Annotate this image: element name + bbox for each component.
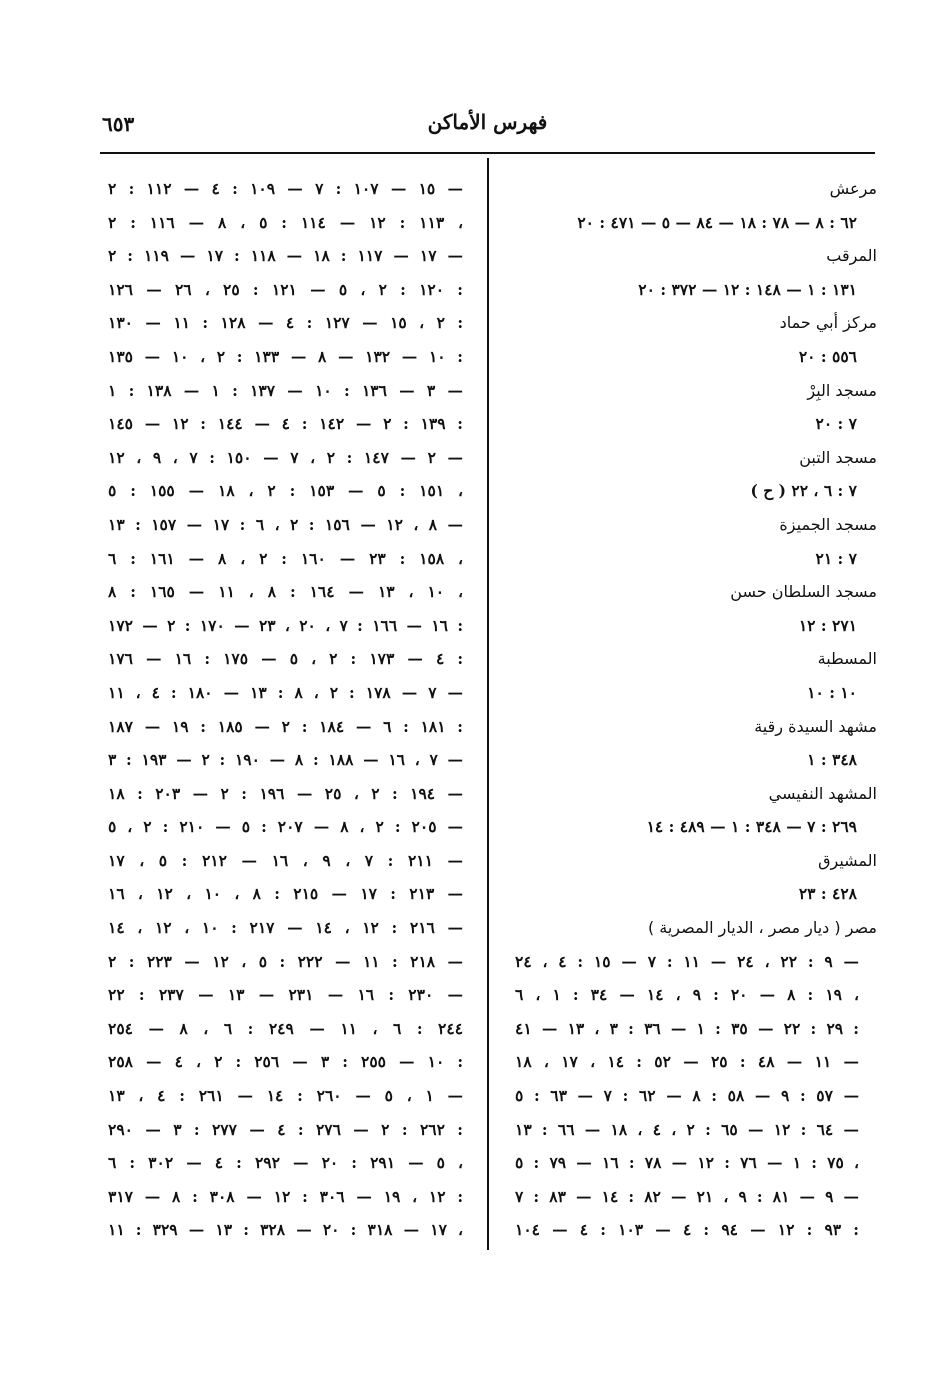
place-heading: مشهد السيدة رقية: [754, 716, 877, 736]
index-line: ١ ، ٥ — ٢٦٠ : ١٤ — ٢٦١ : ٤ ، ١٣ —: [108, 1086, 464, 1106]
index-line: ١١ — ٤٨ : ٢٥ — ٥٢ : ١٤ ، ١٧ ، ١٨ —: [515, 1052, 859, 1072]
index-line: ١٠ — ٢٥٥ : ٣ — ٢٥٦ : ٢ ، ٤ — ٢٥٨ :: [108, 1052, 464, 1072]
index-line: ١٣٩ : ٢ — ١٤٢ : ٤ — ١٤٤ : ١٢ — ١٤٥ :: [108, 414, 464, 434]
page-title: فهرس الأماكن: [427, 110, 548, 134]
index-line: ٥٧ : ٩ — ٥٨ : ٨ — ٦٢ : ٧ — ٦٣ : ٥ —: [515, 1086, 860, 1106]
index-line: ٩٣ : ١٢ — ٩٤ : ٤ — ١٠٣ : ٤ — ١٠٤ :: [515, 1220, 860, 1240]
index-line: ٩ : ٢٢ ، ٢٤ — ١١ : ٧ — ١٥ : ٤ ، ٢٤ —: [515, 951, 859, 971]
index-line: ٢١٣ : ١٧ — ٢١٥ : ٨ ، ١٠ ، ١٢ ، ١٦ —: [108, 884, 464, 904]
index-line: ٧ : ٦ ، ٢٢ ( ح ): [750, 481, 857, 501]
index-line: ٢ — ١٤٧ : ٢ ، ٧ — ١٥٠ : ٧ ، ٩ ، ١٢ —: [108, 447, 463, 467]
page-header: [100, 110, 875, 150]
place-heading: مرعش: [829, 179, 877, 198]
index-line: ٤ — ١٧٣ : ٢ ، ٥ — ١٧٥ : ١٦ — ١٧٦ :: [108, 649, 464, 669]
index-line: ٥ — ٢٩١ : ٢٠ — ٢٩٢ : ٤ — ٣٠٢ : ٦ ،: [108, 1153, 464, 1173]
index-line: ٢١٨ : ١١ — ٢٢٢ : ٥ ، ١٢ — ٢٢٣ : ٢ —: [108, 951, 464, 971]
place-heading: مسجد التبن: [799, 447, 877, 467]
place-heading: المشيرق: [818, 850, 877, 870]
index-line: ١٥١ : ٥ — ١٥٣ : ٢ ، ١٨ — ١٥٥ : ٥ ،: [108, 481, 464, 501]
index-line: ١٧ — ١١٧ : ١٨ — ١١٨ : ١٧ — ١١٩ : ٢ —: [108, 246, 463, 266]
index-line: ٣٤٨ : ١: [807, 750, 857, 770]
place-heading: مركز أبي حماد: [779, 313, 877, 333]
index-line: ١٦ — ١٦٦ : ٧ ، ٢٠ ، ٢٣ — ١٧٠ : ٢ — ١٧٢ :: [108, 615, 464, 635]
page-number: ٦٥٣: [102, 112, 135, 136]
index-line: ٢٦٢ : ٢ — ٢٧٦ : ٤ — ٢٧٧ : ٣ — ٢٩٠ :: [108, 1119, 464, 1139]
index-line: ١٠ : ١٠: [807, 682, 857, 702]
index-line: ١٥ — ١٠٧ : ٧ — ١٠٩ : ٤ — ١١٢ : ٢ —: [108, 179, 463, 198]
index-line: ١٣١ : ١ — ١٤٨ : ١٢ — ٣٧٢ : ٢٠: [638, 279, 857, 299]
index-line: ٢١٦ : ١٢ ، ١٤ — ٢١٧ : ١٠ ، ١٢ ، ١٤ —: [108, 918, 464, 938]
index-line: ٢٩ : ٢٢ — ٣٥ : ١ — ٣٦ : ٣ ، ١٣ — ٤١ :: [515, 1018, 860, 1038]
place-heading: المرقب: [826, 246, 877, 266]
column-divider: [487, 158, 489, 1250]
index-line: ٧ ، ١٦ — ١٨٨ : ٨ — ١٩٠ : ٢ — ١٩٣ : ٣ —: [108, 750, 464, 770]
place-heading: مسجد الجميزة: [779, 514, 877, 534]
index-line: ٢٣٠ : ١٦ — ٢٣١ — ١٣ — ٢٣٧ : ٢٢ —: [108, 985, 464, 1005]
place-heading: المسطبة: [817, 649, 877, 669]
index-line: ٣ — ١٣٦ : ١٠ — ١٣٧ : ١ — ١٣٨ : ١ —: [108, 380, 463, 400]
index-line: ٢٧١ : ١٢: [798, 615, 857, 635]
index-line: ٧ : ٢١: [815, 548, 857, 568]
left-column: [108, 172, 463, 1247]
index-line: ٨ ، ١٢ — ١٥٦ : ٢ ، ٦ : ١٧ — ١٥٧ : ١٣ —: [108, 514, 464, 534]
index-line: ٤٢٨ : ٢٣: [798, 884, 857, 904]
index-line: ١٧ — ٣١٨ : ٢٠ — ٣٢٨ : ١٣ — ٣٢٩ : ١١ ،: [108, 1220, 464, 1240]
place-heading: مسجد السلطان حسن: [730, 582, 877, 602]
index-line: ٢١١ : ٧ ، ٩ ، ١٦ — ٢١٢ : ٥ ، ١٧ —: [108, 850, 464, 870]
index-line: ١٠ — ١٣٢ — ٨ — ١٣٣ : ٢ ، ١٠ — ١٣٥ :: [108, 346, 463, 366]
index-line: ٦٤ : ١٢ — ٦٥ : ٢ ، ٤ ، ١٨ — ٦٦ : ١٣ —: [515, 1119, 859, 1139]
header-rule: [100, 152, 875, 154]
index-line: ٢٦٩ : ٧ — ٣٤٨ : ١ — ٤٨٩ : ١٤: [646, 817, 857, 837]
place-heading: مسجد البِرْ: [807, 380, 877, 400]
index-line: ٧ : ٢٠: [815, 414, 857, 434]
index-line: ١٥٨ : ٢٣ — ١٦٠ : ٢ ، ٨ — ١٦١ : ٦ ،: [108, 548, 464, 568]
index-line: ١١٣ : ١٢ — ١١٤ : ٥ ، ٨ — ١١٦ : ٢ ،: [108, 212, 464, 232]
index-line: ١٩٤ : ٢ ، ٢٥ — ١٩٦ : ٢ — ٢٠٣ : ١٨ —: [108, 783, 464, 803]
place-heading: مصر ( ديار مصر ، الديار المصرية ): [647, 918, 877, 938]
index-line: ١٢٠ : ٢ ، ٥ — ١٢١ : ٢٥ ، ٢٦ — ١٢٦ :: [108, 279, 464, 299]
index-line: ٥٥٦ : ٢٠: [798, 346, 857, 366]
index-line: ٢ ، ١٥ — ١٢٧ : ٤ — ١٢٨ : ١١ — ١٣٠ :: [108, 313, 464, 333]
index-line: ٧ — ١٧٨ : ٢ ، ٨ : ١٣ — ١٨٠ : ٤ ، ١١ —: [108, 682, 464, 702]
index-line: ٧٥ : ١ — ٧٦ : ١٢ — ٧٨ : ١٦ — ٧٩ : ٥ ،: [515, 1153, 860, 1173]
place-heading: المشهد النفيسي: [768, 783, 877, 803]
index-line: ١٠ ، ١٣ — ١٦٤ : ٨ ، ١١ — ١٦٥ : ٨ ،: [108, 582, 464, 602]
index-line: ١٩ : ٨ — ٢٠ : ٩ ، ١٤ — ٣٤ : ١ ، ٦ ،: [515, 985, 860, 1005]
right-column: [515, 172, 877, 1247]
index-line: ٩ — ٨١ : ٩ ، ٢١ — ٨٢ : ١٤ — ٨٣ : ٧ —: [515, 1186, 860, 1206]
index-line: ٢٠٥ : ٢ ، ٨ — ٢٠٧ : ٥ — ٢١٠ : ٢ ، ٥ —: [108, 817, 464, 837]
index-line: ٢٤٤ : ٦ ، ١١ — ٢٤٩ : ٦ ، ٨ — ٢٥٤: [108, 1018, 464, 1038]
index-line: ٦٢ : ٨ — ٧٨ : ١٨ — ٨٤ — ٥ — ٤٧١ : ٢٠: [577, 212, 857, 232]
index-line: ١٨١ : ٦ — ١٨٤ : ٢ — ١٨٥ : ١٩ — ١٨٧ :: [108, 716, 464, 736]
index-line: ١٢ ، ١٩ — ٣٠٦ : ١٢ — ٣٠٨ : ٨ — ٣١٧ :: [108, 1186, 464, 1206]
